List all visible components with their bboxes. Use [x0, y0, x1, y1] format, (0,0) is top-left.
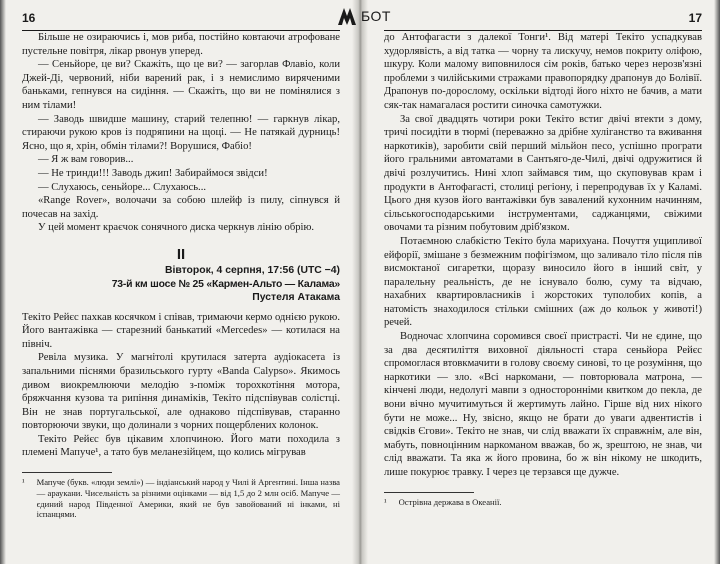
- paragraph: За свої двадцять чотири роки Текіто встиг двічі втекти з дому, тричі посидіти в тюрмі (переважно за дрібне хуліганство та вживання наркотиків), заробити свій перший мільйон песо, успішно програти його гральними автоматами в Сантьяго-де-Чилі, двічі одружитися й двічі розлучитись. Нині хлоп займався тим, що скуповував крам і продукти в Антофагасті, столиці регіону, і перепродував їх у Каламі. Цього дня кузов його вантажівки був завалений кухонним начинням, сільськогосподарськими інструментами, саджанцями, свіжими овочами та різним побутовим дріб'язком.: [384, 113, 702, 234]
- paragraph: «Range Rover», волочачи за собою шлейф із пилу, сіпнувся й почесав на захід.: [22, 195, 340, 220]
- footnote-rule: [384, 492, 474, 493]
- bot-logo-icon: [336, 6, 358, 26]
- footnote-rule: [22, 472, 112, 473]
- paragraph: — Я ж вам говорив...: [38, 154, 134, 166]
- section-road: 73-й км шосе № 25 «Кармен-Альто — Калама»: [111, 278, 340, 290]
- paragraph: Текіто Рейєс був цікавим хлопчиною. Його мати походила з племені Мапуче¹, а тато був меланезійцем, що колись мігрував: [22, 433, 340, 459]
- paragraph: — Не тринди!!! Заводь джип! Забираймося звідси!: [38, 167, 268, 179]
- right-page-edge-shadow: [714, 0, 720, 564]
- left-page: [22, 8, 340, 520]
- left-footnote: [22, 477, 340, 520]
- paragraph: Більше не озираючись і, мов риба, постійно ковтаючи атрофоване пустельне повітря, лікар рвонув уперед.: [22, 32, 340, 57]
- footnote-text: Мапуче (букв. «люди землі») — індіанський народ у Чилі й Аргентині. Інша назва — араукани. Чисельність за різними оцінками — від 1,5 до 2 млн осіб. Мапуче — єдиний народ Південної Америки, який не був завойований ні інками, ні іспанцями.: [36, 477, 340, 520]
- section-place: Пустеля Атакама: [252, 292, 340, 304]
- paragraph: Потаємною слабкістю Текіто була марихуана. Почуття ущипливої ейфорії, змішане з безмежним пофігізмом, що заливало тіло після пів висмоктаної сигаретки, щоразу виносило його в інший світ, у паралельну реальність, де не існувало болю, суму та відчаю, нахабних квартировласників і жорстоких туполобих копів, а натомість знаходилося стільки смішних (аж до кольок у животі!) речей.: [384, 235, 702, 329]
- paragraph: У цей момент краєчок сонячного диска черкнув лінію обрію.: [38, 222, 315, 234]
- left-page-body: [22, 31, 340, 460]
- right-page-number: 17: [688, 11, 702, 25]
- section-date: Вівторок, 4 серпня, 17:56 (UTC −4): [164, 265, 340, 277]
- footnote-number: ¹: [22, 477, 25, 488]
- paragraph: — Сеньйоре, це ви? Скажіть, що це ви? — загорлав Флавіо, коли Джей-Ді, червоний, ніби варений рак, і з немислимо виряченими баньками, гепнувся на сидіння. — Скажіть, що ви не помінялися з ним тілами!: [22, 59, 340, 111]
- series-title: БОТ: [361, 8, 391, 24]
- paragraph: — Заводь швидше машину, старий телепню! — гаркнув лікар, стираючи рукою кров із подряпини на щоці. — Не патякай дурниць! Ясно, що я, хрін, обмін тілами?! Ворушися, Фабіо!: [22, 113, 340, 152]
- footnote-text: Острівна держава в Океанії.: [398, 496, 502, 507]
- left-page-header: [22, 8, 340, 31]
- paragraph: Текіто Рейєс пахкав косячком і співав, тримаючи кермо однією рукою. Його вантажівка — старезний банькатий «Mercedes» — котилася на північ.: [22, 311, 340, 350]
- left-page-edge-shadow: [0, 0, 6, 564]
- right-page-body: [384, 31, 702, 480]
- section-number: II: [176, 245, 186, 263]
- series-brand: [336, 6, 391, 26]
- paragraph: Ревіла музика. У магнітолі крутилася затерта аудіокасета із запальними піснями бразильського гурту «Banda Calypso». Якимось дивом виокремлюючи мелодію з-поміж торохкотіння мотора, бряжчання кузова та рипіння динаміків, Текіто підспівував солістці. Він не знав португальської, але однаково підспівував, старанно повторюючи звуки, що долинали з чорних пощерблених колонок.: [22, 352, 340, 432]
- section-heading: [22, 245, 340, 305]
- paragraph: — Слухаюсь, сеньйоре... Слухаюсь...: [38, 181, 206, 193]
- right-footnote: [384, 497, 702, 508]
- left-page-number: 16: [22, 11, 36, 25]
- right-page: [384, 8, 702, 507]
- right-page-header: [384, 8, 702, 31]
- paragraph: до Антофагасти з далекої Тонги¹. Від матері Текіто успадкував худорлявість, а від татка — чорну та лискучу, немов покриту оліфою, шкуру. Коли малому виповнилося сім років, батько через нерозв'язні проблеми з чилійськими стражами правопорядку драпонув до Болівії. Драпонув по-доросломy, оскільки відтоді його ніхто не бачив, а мати сяк-так намагалася ростити синочка самотужки.: [384, 32, 702, 111]
- paragraph: Водночас хлопчина соромився своєї пристрасті. Чи не єдине, що за два десятиліття виховної діяльності стара сеньйора Рейєс спромоглася втовкмачити в голову своєму синові, то це розуміння, що наркотики — зло. «Всі наркомани, — повторювала матрона, — кінчені люди, недолугі мавпи з односторонніми квитком до пекла, де вони вічно мучитимуться й жертимуть лайно. Гірше від них нікого бути не може... Ну, звісно, якщо не брати до уваги адвентистів і свідків Єгови». Текіто не знав, чи слід вважати їх справжнім, але він, мабуть, повноцінним наркоманом вважав, бо ж, зрештою, не знав, чи слід вважати. Та яка ж його провина, бо ж він нікому не шкодить, лише покурює травку. І через це терзався ще дужче.: [384, 331, 702, 478]
- book-gutter: [352, 0, 368, 564]
- footnote-number: ¹: [384, 496, 387, 507]
